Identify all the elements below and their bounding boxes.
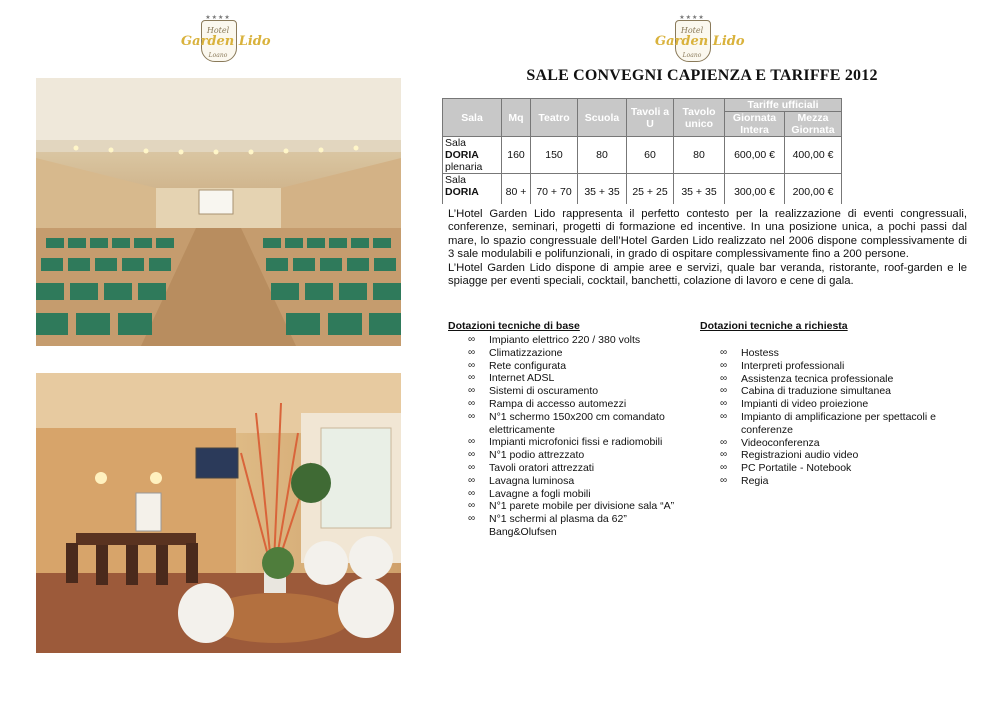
logo-sub: Loano (682, 52, 702, 59)
sala-name: DORIA (445, 149, 479, 161)
logo-stars: ★★★★ (679, 15, 705, 21)
list-item (720, 385, 965, 398)
list-item (720, 373, 965, 386)
list-item-text: Impianti di video proiezione (741, 398, 869, 411)
list-item (468, 398, 693, 411)
header-sala: Sala (443, 99, 502, 137)
cell-tavoli-u: 60 (627, 137, 674, 174)
list-item-text: Internet ADSL (489, 372, 555, 385)
conference-room-photo (36, 78, 401, 346)
hotel-logo (655, 14, 745, 62)
description-paragraph: L’Hotel Garden Lido rappresenta il perfetto contesto per la realizzazione di eventi congressuali, conferenze, seminari, progetti di formazione ed incentive. In una posizione unica, a pochi passi dal mare, lo spazio congressuale dell’Hotel Garden Lido realizzato nel 2006 dispone complessivamente di 3 sale modulabili e polifunzionali, in grado di ospitare complessivamente fino a 200 persone. (448, 208, 967, 261)
infinity-bullet-icon: ∞ (468, 359, 476, 371)
list-item (720, 437, 965, 450)
infinity-bullet-icon: ∞ (720, 385, 728, 397)
infinity-bullet-icon: ∞ (468, 513, 476, 525)
request-equipment-list (720, 347, 965, 488)
list-item (720, 462, 965, 475)
cell-giornata: 300,00 € (725, 174, 785, 205)
infinity-bullet-icon: ∞ (468, 410, 476, 422)
header-tavolo-unico: Tavolo unico (674, 99, 725, 137)
list-item-text: Impianti microfonici fissi e radiomobili (489, 436, 663, 449)
infinity-bullet-icon: ∞ (720, 474, 728, 486)
list-item-text: PC Portatile - Notebook (741, 462, 852, 475)
meeting-room-illustration (36, 373, 401, 653)
sala-prefix: Sala (445, 137, 467, 149)
logo-hotel-text: Hotel (680, 26, 704, 35)
list-item-text: Hostess (741, 347, 779, 359)
infinity-bullet-icon: ∞ (468, 474, 476, 486)
infinity-bullet-icon: ∞ (468, 487, 476, 499)
list-item-text: N°1 parete mobile per divisione sala “A” (489, 500, 675, 513)
base-equipment-list (468, 334, 693, 539)
infinity-bullet-icon: ∞ (720, 410, 728, 422)
cell-teatro: 70 + 70 (531, 174, 578, 205)
list-item (468, 488, 693, 501)
conference-room-illustration (36, 78, 401, 346)
list-item (468, 475, 693, 488)
cell-scuola: 35 + 35 (578, 174, 627, 205)
list-item-text: Rampa di accesso automezzi (489, 397, 627, 410)
cell-sala (443, 137, 502, 174)
list-item (720, 360, 965, 373)
infinity-bullet-icon: ∞ (468, 397, 476, 409)
infinity-bullet-icon: ∞ (468, 436, 476, 448)
header-mq: Mq (502, 99, 531, 137)
list-item (468, 360, 693, 373)
list-item (720, 411, 965, 437)
page-title: SALE CONVEGNI CAPIENZA E TARIFFE 2012 (526, 67, 878, 84)
table-row (443, 137, 842, 174)
infinity-bullet-icon: ∞ (720, 398, 728, 410)
logo-hotel-text: Hotel (206, 26, 230, 35)
infinity-bullet-icon: ∞ (468, 385, 476, 397)
list-item (468, 347, 693, 360)
list-item-text: Climatizzazione (489, 346, 563, 359)
list-item (468, 500, 693, 513)
infinity-bullet-icon: ∞ (720, 462, 728, 474)
list-item-text: Lavagne a fogli mobili (489, 487, 591, 500)
list-item-text: Lavagna luminosa (489, 474, 575, 487)
request-equipment-heading: Dotazioni tecniche a richiesta (700, 320, 848, 332)
table-row (443, 174, 842, 205)
cell-tavolo-unico: 35 + 35 (674, 174, 725, 205)
list-item-text: Tavoli oratori attrezzati (489, 461, 595, 474)
list-item-text: Interpreti professionali (741, 359, 845, 372)
list-item-text: Impianto elettrico 220 / 380 volts (489, 334, 641, 346)
list-item (720, 398, 965, 411)
infinity-bullet-icon: ∞ (468, 334, 476, 345)
list-item (720, 475, 965, 488)
cell-tavolo-unico: 80 (674, 137, 725, 174)
cell-mq: 160 (502, 137, 531, 174)
infinity-bullet-icon: ∞ (720, 436, 728, 448)
cell-mezza: 400,00 € (785, 137, 842, 174)
meeting-room-photo (36, 373, 401, 653)
list-item-text: N°1 schermi al plasma da 62” Bang&Olufsen (489, 513, 627, 538)
list-item (468, 436, 693, 449)
infinity-bullet-icon: ∞ (468, 449, 476, 461)
infinity-bullet-icon: ∞ (468, 500, 476, 512)
list-item-text: Registrazioni audio video (741, 449, 859, 462)
list-item (468, 334, 693, 347)
list-item (468, 462, 693, 475)
header-tavoli-u: Tavoli a U (627, 99, 674, 137)
list-item-text: N°1 podio attrezzato (489, 449, 585, 462)
rates-table-container (442, 98, 852, 204)
list-item-text: Sistemi di oscuramento (489, 385, 599, 398)
infinity-bullet-icon: ∞ (720, 359, 728, 371)
infinity-bullet-icon: ∞ (720, 372, 728, 384)
header-mezza: Mezza Giornata (785, 112, 842, 137)
sala-name: DORIA (445, 186, 479, 198)
header-giornata: Giornata Intera (725, 112, 785, 137)
header-teatro: Teatro (531, 99, 578, 137)
cell-giornata: 600,00 € (725, 137, 785, 174)
list-item (720, 449, 965, 462)
cell-tavoli-u: 25 + 25 (627, 174, 674, 205)
cell-scuola: 80 (578, 137, 627, 174)
list-item (720, 347, 965, 360)
logo-sub: Loano (208, 52, 228, 59)
hotel-logo (181, 14, 271, 62)
description-paragraph: L’Hotel Garden Lido dispone di ampie aree e servizi, quale bar veranda, ristorante, roof-garden e le spiagge per eventi speciali, cocktail, banchetti, colazione di lavoro e cene di gala. (448, 261, 967, 288)
list-item (468, 513, 693, 539)
logo-name: Garden Lido (181, 34, 271, 49)
list-item (468, 411, 693, 437)
logo-stars: ★★★★ (205, 15, 231, 21)
list-item (468, 449, 693, 462)
infinity-bullet-icon: ∞ (468, 372, 476, 384)
list-item-text: N°1 schermo 150x200 cm comandato elettricamente (489, 410, 665, 436)
sala-prefix: Sala (445, 174, 467, 186)
header-tariffe: Tariffe ufficiali (725, 99, 842, 112)
list-item (468, 385, 693, 398)
header-scuola: Scuola (578, 99, 627, 137)
list-item-text: Videoconferenza (741, 436, 820, 449)
infinity-bullet-icon: ∞ (468, 346, 476, 358)
cell-mezza: 200,00 € (785, 174, 842, 205)
cell-sala (443, 174, 502, 205)
sala-suffix: plenaria (445, 161, 483, 173)
infinity-bullet-icon: ∞ (720, 347, 728, 358)
list-item-text: Regia (741, 474, 769, 487)
infinity-bullet-icon: ∞ (468, 461, 476, 473)
list-item-text: Rete configurata (489, 359, 567, 372)
rates-table (442, 98, 842, 204)
logo-name: Garden Lido (655, 34, 745, 49)
cell-mq: 80 + (502, 174, 531, 205)
base-equipment-heading: Dotazioni tecniche di base (448, 320, 580, 332)
cell-teatro: 150 (531, 137, 578, 174)
list-item-text: Impianto di amplificazione per spettacoli e conferenze (741, 410, 936, 436)
infinity-bullet-icon: ∞ (720, 449, 728, 461)
description (448, 208, 967, 288)
list-item-text: Cabina di traduzione simultanea (741, 385, 892, 398)
list-item (468, 372, 693, 385)
list-item-text: Assistenza tecnica professionale (741, 372, 894, 385)
